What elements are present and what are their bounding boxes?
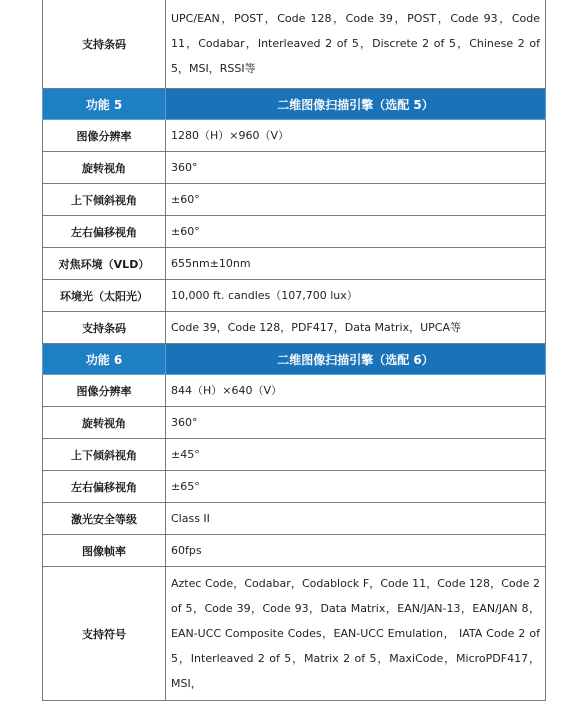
row-value: ±45° — [166, 439, 546, 471]
section-6-subtitle: 二维图像扫描引擎（选配 6） — [166, 344, 546, 375]
row-label: 图像分辨率 — [43, 120, 166, 152]
table-row — [43, 407, 546, 439]
table-row — [43, 439, 546, 471]
row-label: 支持符号 — [43, 567, 166, 701]
row-value: Code 39，Code 128，PDF417，Data Matrix，UPCA等 — [166, 312, 546, 344]
row-value: ±60° — [166, 216, 546, 248]
row-label: 支持条码 — [43, 312, 166, 344]
row-label: 上下倾斜视角 — [43, 184, 166, 216]
table-row — [43, 503, 546, 535]
table-row — [43, 120, 546, 152]
table-row — [43, 312, 546, 344]
table-row — [43, 152, 546, 184]
row-value: Aztec Code，Codabar，Codablock F，Code 11，Code 128，Code 2 of 5，Code 39，Code 93，Data Matrix，EAN/JAN-13，EAN/JAN 8，EAN-UCC Composite Codes，EAN-UCC Emulation， IATA Code 2 of 5，Interleaved 2 of 5，Matrix 2 of 5，MaxiCode，MicroPDF417，MSI， — [166, 567, 546, 701]
row-label: 左右偏移视角 — [43, 216, 166, 248]
row-value: UPC/EAN，POST，Code 128，Code 39，POST，Code 93，Code 11，Codabar，Interleaved 2 of 5，Discrete 2 of 5，Chinese 2 of 5，MSI，RSSI等 — [166, 0, 546, 89]
section-6-header — [43, 344, 546, 375]
row-label: 支持条码 — [43, 0, 166, 89]
table-row — [43, 471, 546, 503]
table-row — [43, 535, 546, 567]
row-label: 旋转视角 — [43, 407, 166, 439]
row-value: 844（H）×640（V） — [166, 375, 546, 407]
row-label: 图像帧率 — [43, 535, 166, 567]
row-label: 左右偏移视角 — [43, 471, 166, 503]
table-row — [43, 280, 546, 312]
table-row — [43, 0, 546, 89]
row-value: 655nm±10nm — [166, 248, 546, 280]
table-row — [43, 184, 546, 216]
row-value: ±65° — [166, 471, 546, 503]
row-value: ±60° — [166, 184, 546, 216]
table-row — [43, 248, 546, 280]
table-row — [43, 216, 546, 248]
section-6-title: 功能 6 — [43, 344, 166, 375]
row-value: 1280（H）×960（V） — [166, 120, 546, 152]
row-label: 上下倾斜视角 — [43, 439, 166, 471]
row-value: 60fps — [166, 535, 546, 567]
row-label: 激光安全等级 — [43, 503, 166, 535]
spec-table — [42, 0, 546, 701]
row-label: 旋转视角 — [43, 152, 166, 184]
table-row — [43, 375, 546, 407]
section-5-header — [43, 89, 546, 120]
row-value: 10,000 ft. candles（107,700 lux） — [166, 280, 546, 312]
row-label: 图像分辨率 — [43, 375, 166, 407]
section-5-title: 功能 5 — [43, 89, 166, 120]
row-label: 对焦环境（VLD） — [43, 248, 166, 280]
row-label: 环境光（太阳光） — [43, 280, 166, 312]
row-value: 360° — [166, 152, 546, 184]
row-value: 360° — [166, 407, 546, 439]
row-value: Class II — [166, 503, 546, 535]
section-5-subtitle: 二维图像扫描引擎（选配 5） — [166, 89, 546, 120]
table-row — [43, 567, 546, 701]
